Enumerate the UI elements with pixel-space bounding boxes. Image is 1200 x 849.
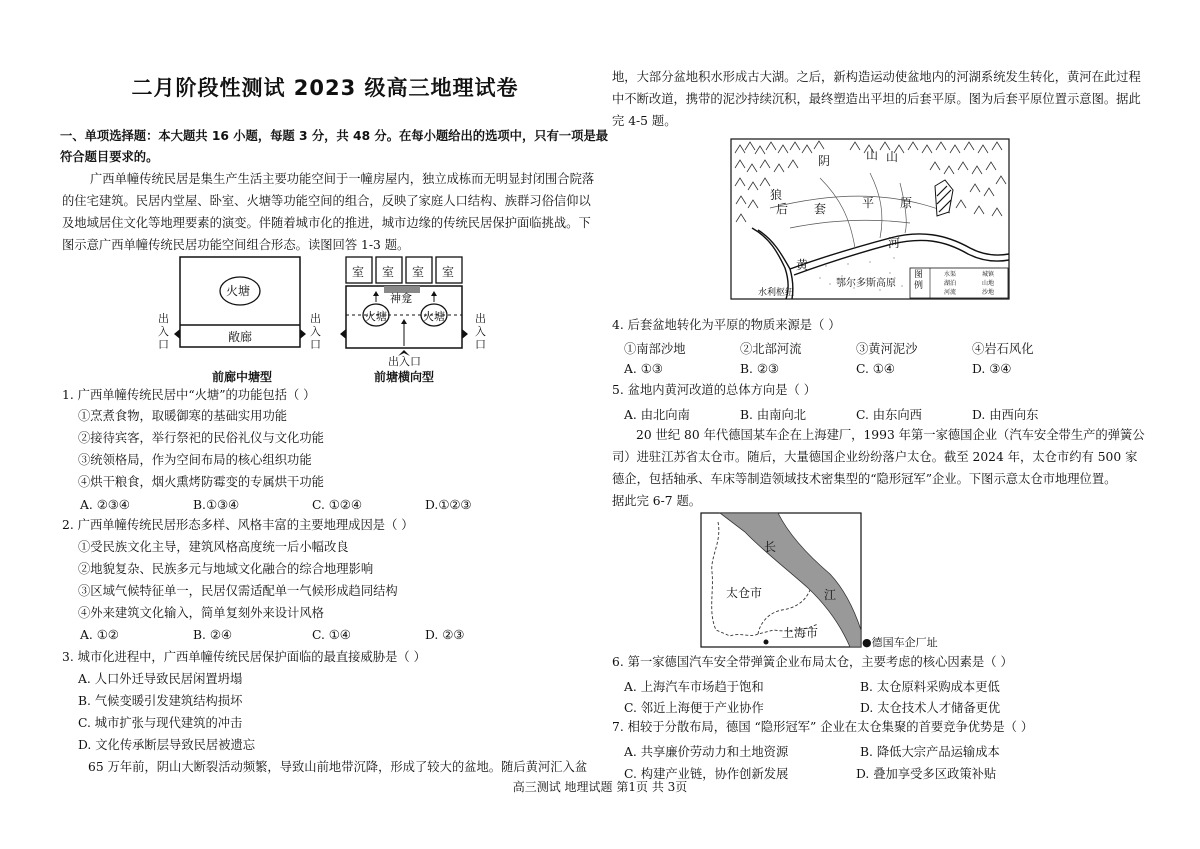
changlang-label: 敞廊 <box>228 330 253 344</box>
q6-stem: 6. 第一家德国汽车安全带弹簧企业布局太仓，主要考虑的核心因素是（ ） <box>612 655 1013 669</box>
q5-stem: 5. 盆地内黄河改道的总体方向是（ ） <box>612 383 817 397</box>
map-label: 狼 <box>770 188 783 202</box>
q3-option-d[interactable]: D. 文化传承断层导致民居被遗忘 <box>78 738 256 752</box>
caption-left-layout: 前廊中塘型 <box>212 370 273 384</box>
figure-dwelling-layouts <box>150 256 495 384</box>
intro1-line: 及地域居住文化等地理要素的演变。伴随着城市化的推进，城市边缘的传统民居保护面临挑战。下 <box>62 216 591 230</box>
map-legend-title: 图例 <box>914 270 924 291</box>
q4-option-d[interactable]: D. ③④ <box>972 362 1012 376</box>
q6-option-d[interactable]: D. 太仓技术人才储备更优 <box>860 701 1001 715</box>
q3-option-a[interactable]: A. 人口外迁导致民居闲置坍塌 <box>78 672 243 686</box>
q4-item: ④岩石风化 <box>972 342 1034 356</box>
q2-option-d[interactable]: D. ②③ <box>425 628 465 642</box>
q5-option-c[interactable]: C. 由东向西 <box>856 408 922 422</box>
intro2-line: 中不断改道，携带的泥沙持续沉积，最终塑造出平坦的后套平原。图为后套平原位置示意图。据此 <box>612 92 1141 106</box>
section-heading: 一、单项选择题：本大题共 16 小题，每题 3 分，共 48 分。在每小题给出的选项中，只有一项是最 <box>60 129 609 143</box>
q4-option-c[interactable]: C. ①④ <box>856 362 895 376</box>
left-entry-label: 出 入 口 <box>158 312 169 351</box>
q2-item: ④外来建筑文化输入，简单复刻外来设计风格 <box>78 606 324 620</box>
q7-option-b[interactable]: B. 降低大宗产品运输成本 <box>860 745 1000 759</box>
legend-item: 城镇 <box>982 271 995 278</box>
q4-item: ①南部沙地 <box>624 342 686 356</box>
room-label: 室 <box>442 265 455 279</box>
legend-item: 河流 <box>944 289 957 296</box>
map-label: 河 <box>888 236 901 250</box>
map-label-ordos: 鄂尔多斯高原 <box>836 278 896 289</box>
right-entry-label: 出 入 口 <box>475 312 486 351</box>
legend-item: 山地 <box>982 280 995 287</box>
section-heading-cont: 符合题目要求的。 <box>60 150 159 164</box>
shenkan-label: 神龛 <box>390 292 412 305</box>
q7-option-d[interactable]: D. 叠加享受多区政策补贴 <box>856 767 997 781</box>
map-label-chang: 长 <box>764 540 777 554</box>
map-label-dam: 水利枢纽 <box>758 288 795 298</box>
q2-item: ①受民族文化主导，建筑风格高度统一后小幅改良 <box>78 540 349 554</box>
q2-option-c[interactable]: C. ①④ <box>312 628 351 642</box>
intro1-line: 广西单幢传统民居是集生产生活主要功能空间于一幢房屋内，独立成栋而无明显封闭围合院落 <box>90 172 595 186</box>
q6-option-b[interactable]: B. 太仓原料采购成本更低 <box>860 680 1000 694</box>
map-label-jiang: 江 <box>824 588 837 602</box>
q1-option-a[interactable]: A. ②③④ <box>80 498 130 512</box>
page-footer: 高三测试 地理试题 第1页 共 3页 <box>512 780 688 794</box>
q7-stem: 7. 相较于分散布局，德国 “隐形冠军” 企业在太仓集聚的首要竞争优势是（ ） <box>612 720 1034 734</box>
figure-taicang-map <box>700 512 862 648</box>
q7-option-c[interactable]: C. 构建产业链，协作创新发展 <box>624 767 789 781</box>
intro3-line: 20 世纪 80 年代德国某车企在上海建厂，1993 年第一家德国企业（汽车安全带生产的弹簧公 <box>636 428 1145 442</box>
q4-option-b[interactable]: B. ②③ <box>740 362 779 376</box>
bottom-entry-label: 出入口 <box>388 355 421 368</box>
map-label-factory: ●德国车企厂址 <box>862 636 938 649</box>
taicang-map-svg <box>700 512 862 648</box>
map-label: 原 <box>900 196 913 210</box>
legend-item: 水渠 <box>944 271 957 278</box>
map-label: 黄 <box>796 258 809 272</box>
q4-item: ②北部河流 <box>740 342 802 356</box>
q1-option-b[interactable]: B.①③④ <box>193 498 240 512</box>
map-label: 山 <box>866 148 879 162</box>
map-label-taicang: 太仓市 <box>726 586 763 600</box>
intro3-line: 德企，包括轴承、车床等制造领域技术密集型的“隐形冠军”企业。下图示意太仓市地理位置。 <box>612 472 1117 486</box>
room-label: 室 <box>412 265 425 279</box>
room-label: 室 <box>352 265 365 279</box>
intro1-line: 的住宅建筑。民居内堂屋、卧室、火塘等功能空间的组合，反映了家庭人口结构、族群习俗信仰以 <box>62 194 591 208</box>
intro2-line: 65 万年前，阴山大断裂活动频繁，导致山前地带沉降，形成了较大的盆地。随后黄河汇入盆 <box>88 760 588 774</box>
q2-option-a[interactable]: A. ①② <box>80 628 119 642</box>
q4-item: ③黄河泥沙 <box>856 342 918 356</box>
intro1-line: 图示意广西单幢传统民居功能空间组合形态。读图回答 1-3 题。 <box>62 238 410 252</box>
huotang-label: 火塘 <box>365 310 387 323</box>
intro2-line: 完 4-5 题。 <box>612 114 677 128</box>
room-label: 室 <box>382 265 395 279</box>
q6-option-c[interactable]: C. 邻近上海便于产业协作 <box>624 701 764 715</box>
q2-item: ③区域气候特征单一，民居仅需适配单一气候形成趋同结构 <box>78 584 398 598</box>
mid-entry-label: 出 入 口 <box>310 312 321 351</box>
q6-option-a[interactable]: A. 上海汽车市场趋于饱和 <box>624 680 764 694</box>
q1-stem: 1. 广西单幢传统民居中“火塘”的功能包括（ ） <box>62 388 316 402</box>
intro3-line: 司）进驻江苏省太仓市。随后，大量德国企业纷纷落户太仓。截至 2024 年，太仓市约有 500 家 <box>612 450 1138 464</box>
q4-stem: 4. 后套盆地转化为平原的物质来源是（ ） <box>612 318 841 332</box>
caption-right-layout: 前塘横向型 <box>374 370 435 384</box>
map-label-shanghai: 上海市 <box>782 626 819 640</box>
q3-option-b[interactable]: B. 气候变暖引发建筑结构损坏 <box>78 694 243 708</box>
map-label: 平 <box>862 196 875 210</box>
q5-option-a[interactable]: A. 由北向南 <box>624 408 690 422</box>
map-label: 后 <box>776 202 789 216</box>
q5-option-d[interactable]: D. 由西向东 <box>972 408 1039 422</box>
intro3-line: 据此完 6-7 题。 <box>612 494 702 508</box>
q1-item: ①烹煮食物，取暖御寒的基础实用功能 <box>78 409 288 423</box>
legend-item: 湖泊 <box>944 280 957 287</box>
map-label: 阴 <box>818 154 831 168</box>
figure-hetao-map <box>730 138 1010 300</box>
q2-stem: 2. 广西单幢传统民居形态多样、风格丰富的主要地理成因是（ ） <box>62 518 414 532</box>
q3-stem: 3. 城市化进程中，广西单幢传统民居保护面临的最直接威胁是（ ） <box>62 650 426 664</box>
q7-option-a[interactable]: A. 共享廉价劳动力和土地资源 <box>624 745 789 759</box>
map-label: 套 <box>814 202 827 216</box>
q3-option-c[interactable]: C. 城市扩张与现代建筑的冲击 <box>78 716 243 730</box>
q1-option-d[interactable]: D.①②③ <box>425 498 472 512</box>
q4-option-a[interactable]: A. ①③ <box>624 362 663 376</box>
legend-item: 沙地 <box>982 289 995 296</box>
map-label: 山 <box>886 150 899 164</box>
page-title: 二月阶段性测试 2023 级高三地理试卷 <box>131 76 519 100</box>
huotang-label: 火塘 <box>226 284 251 298</box>
q1-option-c[interactable]: C. ①②④ <box>312 498 362 512</box>
q1-item: ③统领格局，作为空间布局的核心组织功能 <box>78 453 312 467</box>
q5-option-b[interactable]: B. 由南向北 <box>740 408 807 422</box>
intro2-line: 地，大部分盆地积水形成古大湖。之后，新构造运动使盆地内的河湖系统发生转化，黄河在此过程 <box>612 70 1141 84</box>
q2-option-b[interactable]: B. ②④ <box>193 628 232 642</box>
q1-item: ④烘干粮食，烟火熏烤防霉变的专属烘干功能 <box>78 475 324 489</box>
q2-item: ②地貌复杂、民族多元与地域文化融合的综合地理影响 <box>78 562 374 576</box>
q1-item: ②接待宾客，举行祭祀的民俗礼仪与文化功能 <box>78 431 324 445</box>
huotang-label: 火塘 <box>423 310 445 323</box>
